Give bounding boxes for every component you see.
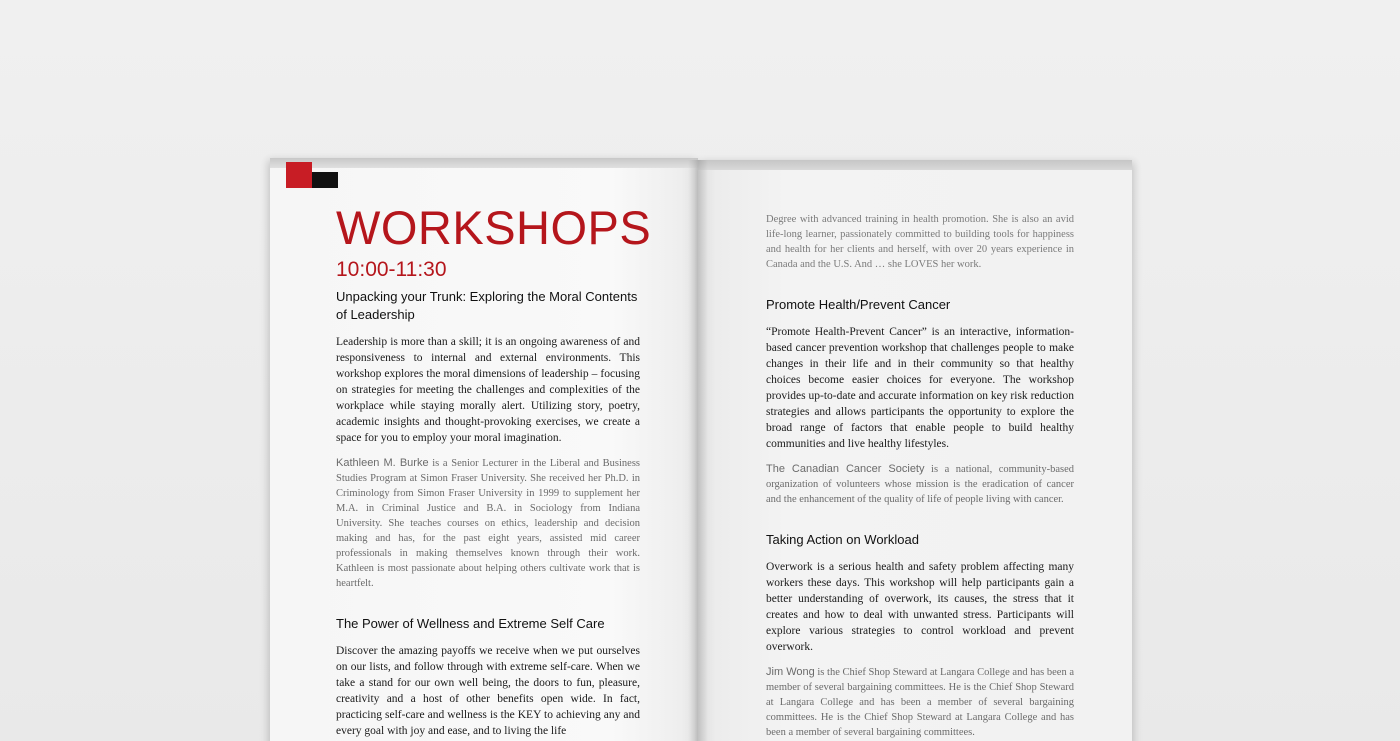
presenter-name: The Canadian Cancer Society	[766, 463, 925, 475]
presenter-bio-continued: Degree with advanced training in health promotion. She is also an avid life-long learner, passionately committed to building tools for happiness and health for her clients and herself, with over 20 years experience in Canada and the U.S. And … she LOVES her work.	[766, 214, 1074, 270]
presenter-bio-cancer-society	[766, 462, 1074, 507]
time-slot: 10:00-11:30	[336, 258, 447, 281]
black-square-decoration	[312, 172, 338, 188]
session-heading-workload: Taking Action on Workload	[766, 532, 919, 547]
presenter-bio-burke	[336, 456, 640, 591]
presenter-bio-text: is the Chief Shop Steward at Langara College and has been a member of several bargaining committees. He is the Chief Shop Steward at Langara College and has been a member of several bargaining committees. He is the Chief Shop Steward at Langara College and has been a member of several bargaining committees.	[766, 667, 1075, 738]
session-body-workload: Overwork is a serious health and safety problem affecting many workers these days. This workshop will help participants gain a better understanding of overwork, its causes, the stress that it creates and how to deal with unwanted stress. Participants will explore various strategies to control workload and prevent overwork.	[766, 561, 1074, 653]
left-page	[270, 158, 698, 741]
right-page	[698, 160, 1132, 741]
book-spine-shadow	[688, 160, 708, 741]
session-heading-leadership: Unpacking your Trunk: Exploring the Moral Contents of Leadership	[336, 289, 638, 322]
presenter-bio-text: is a national, community-based organization of volunteers whose mission is the eradication of cancer and the enhancement of the quality of life of people living with cancer.	[766, 464, 1074, 505]
presenter-name: Jim Wong	[766, 666, 815, 678]
page-top-edge	[270, 158, 698, 168]
session-body-leadership: Leadership is more than a skill; it is an ongoing awareness of and responsiveness to internal and external environments. This workshop explores the moral dimensions of leadership – focusing on strategies for meeting the challenges and complexities of the workplace while staying morally alert. Utilizing story, poetry, academic insights and thought-provoking exercises, we create a space for you to employ your moral imagination.	[336, 336, 640, 444]
presenter-bio-text: is a Senior Lecturer in the Liberal and Business Studies Program at Simon Fraser University. She received her Ph.D. in Criminology from Simon Fraser University in 1999 to supplement her M.A. in Criminal Justice and B.A. in Sociology from Indiana University. She teaches courses on ethics, leadership and decision making and has, for the past eight years, assisted mid career professionals in making themselves known through their work. Kathleen is most passionate about helping others cultivate work that is heartfelt.	[336, 458, 640, 589]
presenter-bio-wong	[766, 665, 1074, 740]
left-page-content	[336, 201, 652, 741]
page-top-edge	[698, 160, 1132, 170]
session-body-cancer: “Promote Health-Prevent Cancer” is an interactive, information-based cancer prevention workshop that challenges people to make changes in their life and in their community so that healthy choices become easier choices for everyone. The workshop provides up-to-date and accurate information on key risk reduction strategies and allows participants the opportunity to explore the broad range of factors that enable people to build healthy communities and live healthy lifestyles.	[766, 326, 1074, 450]
session-heading-wellness: The Power of Wellness and Extreme Self Care	[336, 616, 605, 631]
page-title: WORKSHOPS	[336, 201, 652, 254]
session-body-wellness: Discover the amazing payoffs we receive when we put ourselves on our lists, and follow through with extreme self-care. When we take a stand for our own well being, the doors to fun, pleasure, creativity and a host of other benefits open wide. In fact, practicing self-care and wellness is the KEY to achieving any and every goal with joy and ease, and to living the life	[336, 645, 640, 737]
session-heading-cancer: Promote Health/Prevent Cancer	[766, 297, 951, 312]
right-page-content	[766, 212, 1074, 741]
presenter-name: Kathleen M. Burke	[336, 457, 429, 469]
red-square-decoration	[286, 162, 312, 188]
